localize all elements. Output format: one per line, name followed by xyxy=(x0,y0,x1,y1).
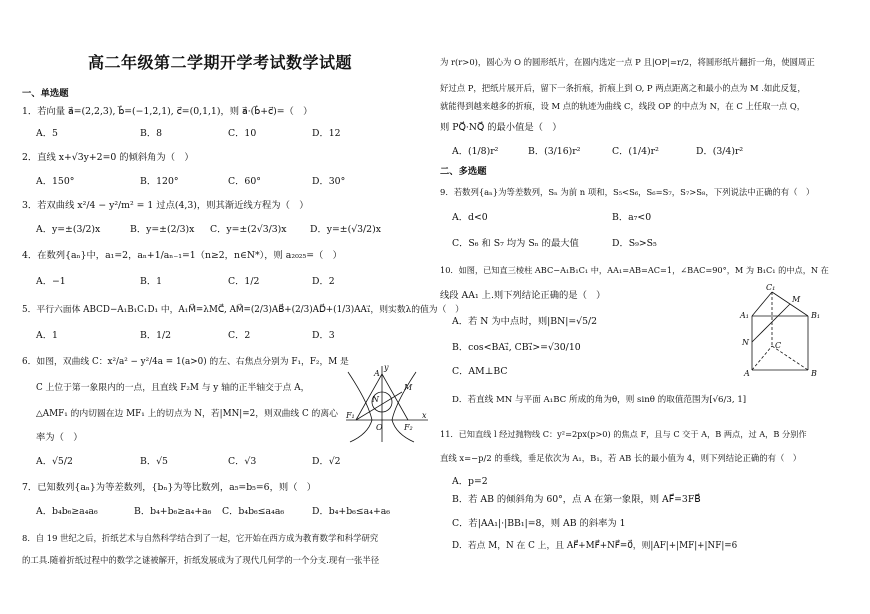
page-title: 高二年级第二学期开学考试数学试题 xyxy=(87,53,352,72)
prism-figure xyxy=(738,282,824,380)
q4-option-a: A．−1 xyxy=(36,276,66,287)
section-multiple-choice: 二、多选题 xyxy=(440,166,487,177)
q11-option-a: A．p=2 xyxy=(452,476,488,487)
q9-option-b: B．a₇<0 xyxy=(612,212,652,223)
question-1: 1．若向量 a⃗=(2,2,3), b⃗=(−1,2,1), c⃗=(0,1,1)，则 a⃗·(b⃗+c⃗)=（ ） xyxy=(22,106,313,117)
q11-option-d: D．若点 M，N 在 C 上，且 AF⃗+MF⃗+NF⃗=0⃗，则|AF|+|MF|+|NF|=6 xyxy=(452,541,738,551)
q6-option-c: C．√3 xyxy=(228,456,257,467)
question-11-line-1: 11．已知直线 l 经过抛物线 C：y²=2px(p>0) 的焦点 F，且与 C 交于 A，B 两点，过 A，B 分别作 xyxy=(440,429,807,439)
q4-option-d: D．2 xyxy=(312,276,335,287)
question-6-line-4: 率为（ ） xyxy=(36,432,83,443)
edge-a-c xyxy=(752,346,772,370)
question-10-line-1: 10．如图，已知直三棱柱 ABC−A₁B₁C₁ 中，AA₁=AB=AC=1，∠BAC=90°，M 为 B₁C₁ 的中点，N 在 xyxy=(440,265,829,275)
q5-option-a: A．1 xyxy=(36,330,58,341)
q6-option-d: D．√2 xyxy=(312,456,341,467)
q7-option-b: B．b₄+b₆≥a₄+a₆ xyxy=(134,506,212,517)
q1-option-c: C．10 xyxy=(228,128,257,139)
q7-option-a: A．b₄b₆≥a₄a₆ xyxy=(36,506,98,517)
question-8-line-1: 8．自 19 世纪之后，折纸艺术与自然科学结合到了一起，它开始在西方成为教育数学和科学研究 xyxy=(22,533,379,543)
q10-option-c: C．AM⊥BC xyxy=(452,366,508,377)
label-a: A xyxy=(374,369,380,378)
question-9: 9．若数列{aₙ}为等差数列，Sₙ 为前 n 项和，S₅<S₆，S₆=S₇，S₇>S₈，下列说法中正确的有（ ） xyxy=(440,187,815,197)
q1-option-d: D．12 xyxy=(312,128,341,139)
label-m: M xyxy=(792,295,801,304)
question-6-line-2: C 上位于第一象限内的一点，且直线 F₂M 与 y 轴的正半轴交于点 A， xyxy=(36,383,310,393)
q10-option-b: B．cos<BA₁⃗, CB₁⃗>=√30/10 xyxy=(452,342,581,353)
question-8-line-5: 就能得到越来越多的折痕，设 M 点的轨迹为曲线 C，线段 OP 的中点为 N，在 C 上任取一点 Q， xyxy=(440,101,806,111)
q8-option-c: C．(1/4)r² xyxy=(612,146,659,157)
label-a1: A₁ xyxy=(740,311,749,320)
label-n: N xyxy=(372,395,379,404)
q6-option-b: B．√5 xyxy=(140,456,168,467)
q7-option-d: D．b₄+b₆≤a₄+a₆ xyxy=(312,506,391,517)
question-6-line-3: △AMF₁ 的内切圆在边 MF₁ 上的切点为 N，若|MN|=2，则双曲线 C 的离心 xyxy=(36,409,338,419)
label-f2: F₂ xyxy=(404,423,413,432)
q9-option-c: C．S₆ 和 S₇ 均为 Sₙ 的最大值 xyxy=(452,238,579,249)
question-11-line-2: 直线 x=−p/2 的垂线，垂足依次为 A₁，B₁，若 AB 长的最小值为 4，则下列结论正确的有（ ） xyxy=(440,453,802,463)
q9-option-a: A．d<0 xyxy=(452,212,488,223)
question-6-line-1: 6．如图，双曲线 C：x²/a² − y²/4a = 1(a>0) 的左、右焦点分别为 F₁，F₂，M 是 xyxy=(22,357,349,367)
label-m: M xyxy=(404,383,413,392)
q4-option-c: C．1/2 xyxy=(228,276,260,287)
q10-option-a: A．若 N 为中点时，则|BN|=√5/2 xyxy=(452,316,598,327)
q9-option-d: D．S₉>S₅ xyxy=(612,238,657,249)
label-f1: F₁ xyxy=(346,411,355,420)
left-branch xyxy=(348,372,372,442)
label-c1: C₁ xyxy=(766,283,776,292)
q11-option-b: B．若 AB 的倾斜角为 60°，点 A 在第一象限，则 AF⃗=3FB⃗ xyxy=(452,494,701,505)
q2-option-d: D．30° xyxy=(312,176,346,187)
section-single-choice: 一、单选题 xyxy=(22,88,69,99)
label-a: A xyxy=(744,369,750,378)
q1-option-b: B．8 xyxy=(140,128,163,139)
question-5: 5．平行六面体 ABCD−A₁B₁C₁D₁ 中，A₁M⃗=λMC⃗, AM⃗=(2/3)AB⃗+(2/3)AD⃗+(1/3)AA₁⃗，则实数λ的值为（ ） xyxy=(22,305,464,315)
q10-option-d: D．若直线 MN 与平面 A₁BC 所成的角为θ，则 sinθ 的取值范围为[√6/3, 1] xyxy=(452,395,747,405)
label-n: N xyxy=(742,338,749,347)
q2-option-a: A．150° xyxy=(36,176,75,187)
question-2: 2．直线 x+√3y+2=0 的倾斜角为（ ） xyxy=(22,152,194,163)
q5-option-c: C．2 xyxy=(228,330,251,341)
q7-option-c: C．b₄b₆≤a₄a₆ xyxy=(222,506,285,517)
question-10-line-2: 线段 AA₁ 上.则下列结论正确的是（ ） xyxy=(440,290,606,301)
label-b: B xyxy=(811,369,817,378)
q4-option-b: B．1 xyxy=(140,276,163,287)
question-8-line-2: 的工具.随着折纸过程中的数学之谜被解开，折纸发展成为了现代几何学的一个分支.现有一张半径 xyxy=(22,555,380,565)
label-y: y xyxy=(384,363,389,372)
q8-option-d: D．(3/4)r² xyxy=(696,146,744,157)
question-4: 4．在数列{aₙ}中，a₁=2，aₙ+1/aₙ₋₁=1（n≥2，n∈N*），则 a₂₀₂₅=（ ） xyxy=(22,250,342,261)
q3-option-b: B．y=±(2/3)x xyxy=(130,224,195,235)
q2-option-c: C．60° xyxy=(228,176,261,187)
q11-option-c: C．若|AA₁|·|BB₁|=8，则 AB 的斜率为 1 xyxy=(452,518,626,529)
question-3: 3．若双曲线 x²/4 − y²/m² = 1 过点(4,3)，则其渐近线方程为（ ） xyxy=(22,200,309,211)
q3-option-d: D．y=±(√3/2)x xyxy=(310,224,381,235)
label-b1: B₁ xyxy=(811,311,821,320)
label-x: x xyxy=(422,411,427,420)
q3-option-c: C．y=±(2√3/3)x xyxy=(210,224,287,235)
q6-option-a: A．√5/2 xyxy=(36,456,73,467)
question-7: 7．已知数列{aₙ}为等差数列，{bₙ}为等比数列，a₅=b₅=6，则（ ） xyxy=(22,482,317,493)
q1-option-a: A．5 xyxy=(36,128,58,139)
q8-option-a: A．(1/8)r² xyxy=(452,146,499,157)
label-c: C xyxy=(775,341,782,350)
q2-option-b: B．120° xyxy=(140,176,179,187)
q8-option-b: B．(3/16)r² xyxy=(528,146,581,157)
q5-option-b: B．1/2 xyxy=(140,330,172,341)
question-8-line-3: 为 r(r>0)，圆心为 O 的圆形纸片，在圆内选定一点 P 且|OP|=r/2，将圆形纸片翻折一角，使圆周正 xyxy=(440,57,815,67)
question-8-line-4: 好过点 P，把纸片展开后，留下一条折痕，折痕上到 O, P 两点距离之和最小的点为 M .如此反复， xyxy=(440,83,806,93)
line-f2-a xyxy=(382,374,408,420)
question-8-line-6: 则 PQ⃗·NQ⃗ 的最小值是（ ） xyxy=(440,122,562,133)
q3-option-a: A．y=±(3/2)x xyxy=(36,224,101,235)
label-o: O xyxy=(376,423,383,432)
edge-a1-c1 xyxy=(752,292,772,316)
q5-option-d: D．3 xyxy=(312,330,335,341)
hyperbola-figure xyxy=(342,362,430,444)
